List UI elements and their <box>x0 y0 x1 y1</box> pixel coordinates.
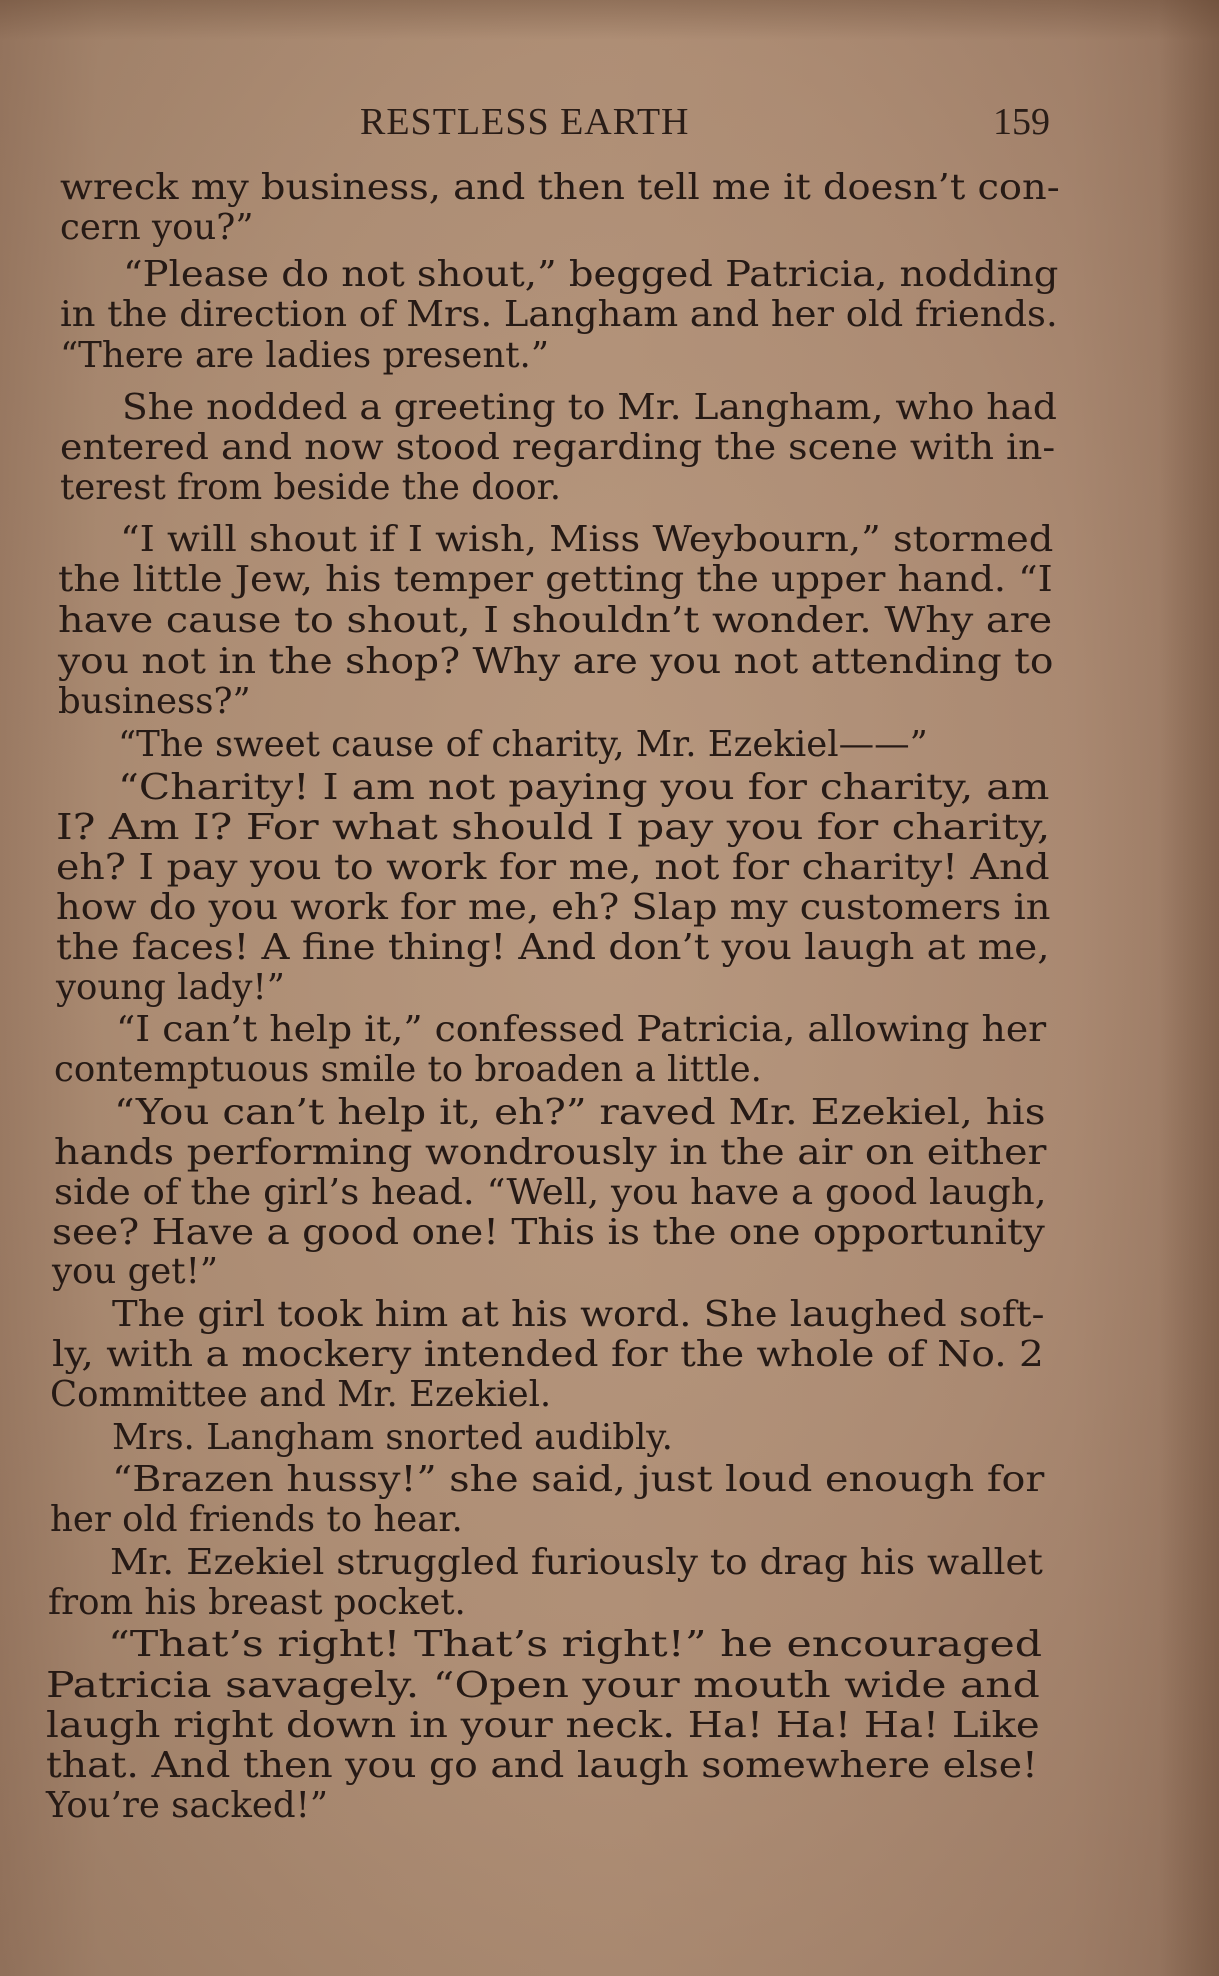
text-line: see? Have a good one! This is the one opportunity <box>52 1212 1045 1253</box>
text-line: “I can’t help it,” confessed Patricia, allowing her <box>116 1009 1047 1050</box>
text-line: have cause to shout, I shouldn’t wonder. Why are <box>58 600 1053 641</box>
text-line: I? Am I? For what should I pay you for charity, <box>56 807 1051 848</box>
text-line: “The sweet cause of charity, Mr. Ezekiel——” <box>118 724 928 765</box>
text-line: her old friends to hear. <box>50 1499 463 1540</box>
running-title: RESTLESS EARTH <box>360 101 690 143</box>
text-line: business?” <box>58 681 251 722</box>
text-line: side of the girl’s head. “Well, you have a good laugh, <box>54 1172 1047 1213</box>
text-line: eh? I pay you to work for me, not for charity! And <box>56 847 1050 888</box>
text-line: young lady!” <box>56 967 285 1008</box>
text-line: “There are ladies present.” <box>60 335 549 376</box>
text-line: you not in the shop? Why are you not attending to <box>58 641 1054 682</box>
text-line: “Please do not shout,” begged Patricia, nodding <box>123 254 1059 295</box>
text-line: Mr. Ezekiel struggled furiously to drag his wallet <box>110 1542 1043 1583</box>
text-line: Mrs. Langham snorted audibly. <box>112 1417 673 1458</box>
text-line: the faces! A fine thing! And don’t you laugh at me, <box>56 927 1050 968</box>
text-line: laugh right down in your neck. Ha! Ha! Ha! Like <box>46 1705 1040 1746</box>
text-line: in the direction of Mrs. Langham and her old friends. <box>60 294 1058 335</box>
text-line: “You can’t help it, eh?” raved Mr. Ezekiel, his <box>114 1092 1046 1133</box>
text-line: Patricia savagely. “Open your mouth wide and <box>46 1665 1040 1706</box>
text-line: Committee and Mr. Ezekiel. <box>50 1374 552 1415</box>
text-line: from his breast pocket. <box>48 1582 466 1623</box>
text-line: The girl took him at his word. She laughed soft- <box>112 1294 1045 1335</box>
text-line: “I will shout if I wish, Miss Weybourn,” stormed <box>120 519 1054 560</box>
text-line: “Charity! I am not paying you for charity, am <box>118 767 1050 808</box>
text-line: you get!” <box>52 1251 218 1292</box>
text-line: cern you?” <box>60 207 254 248</box>
text-line: hands performing wondrously in the air on either <box>54 1132 1047 1173</box>
text-line: ly, with a mockery intended for the whole of No. 2 <box>52 1334 1044 1375</box>
text-line: terest from beside the door. <box>60 467 562 508</box>
text-line: “Brazen hussy!” she said, just loud enough for <box>112 1459 1045 1500</box>
page-number: 159 <box>993 101 1050 143</box>
text-line: “That’s right! That’s right!” he encouraged <box>108 1624 1043 1665</box>
text-line: entered and now stood regarding the scene with in- <box>60 427 1056 468</box>
text-line: how do you work for me, eh? Slap my customers in <box>56 887 1051 928</box>
text-line: contemptuous smile to broaden a little. <box>54 1049 762 1090</box>
text-line: wreck my business, and then tell me it doesn’t con- <box>60 167 1060 208</box>
text-line: the little Jew, his temper getting the upper hand. “I <box>58 559 1053 600</box>
text-line: You’re sacked!” <box>46 1785 329 1826</box>
text-line: She nodded a greeting to Mr. Langham, who had <box>122 387 1057 428</box>
text-line: that. And then you go and laugh somewhere else! <box>46 1745 1038 1786</box>
